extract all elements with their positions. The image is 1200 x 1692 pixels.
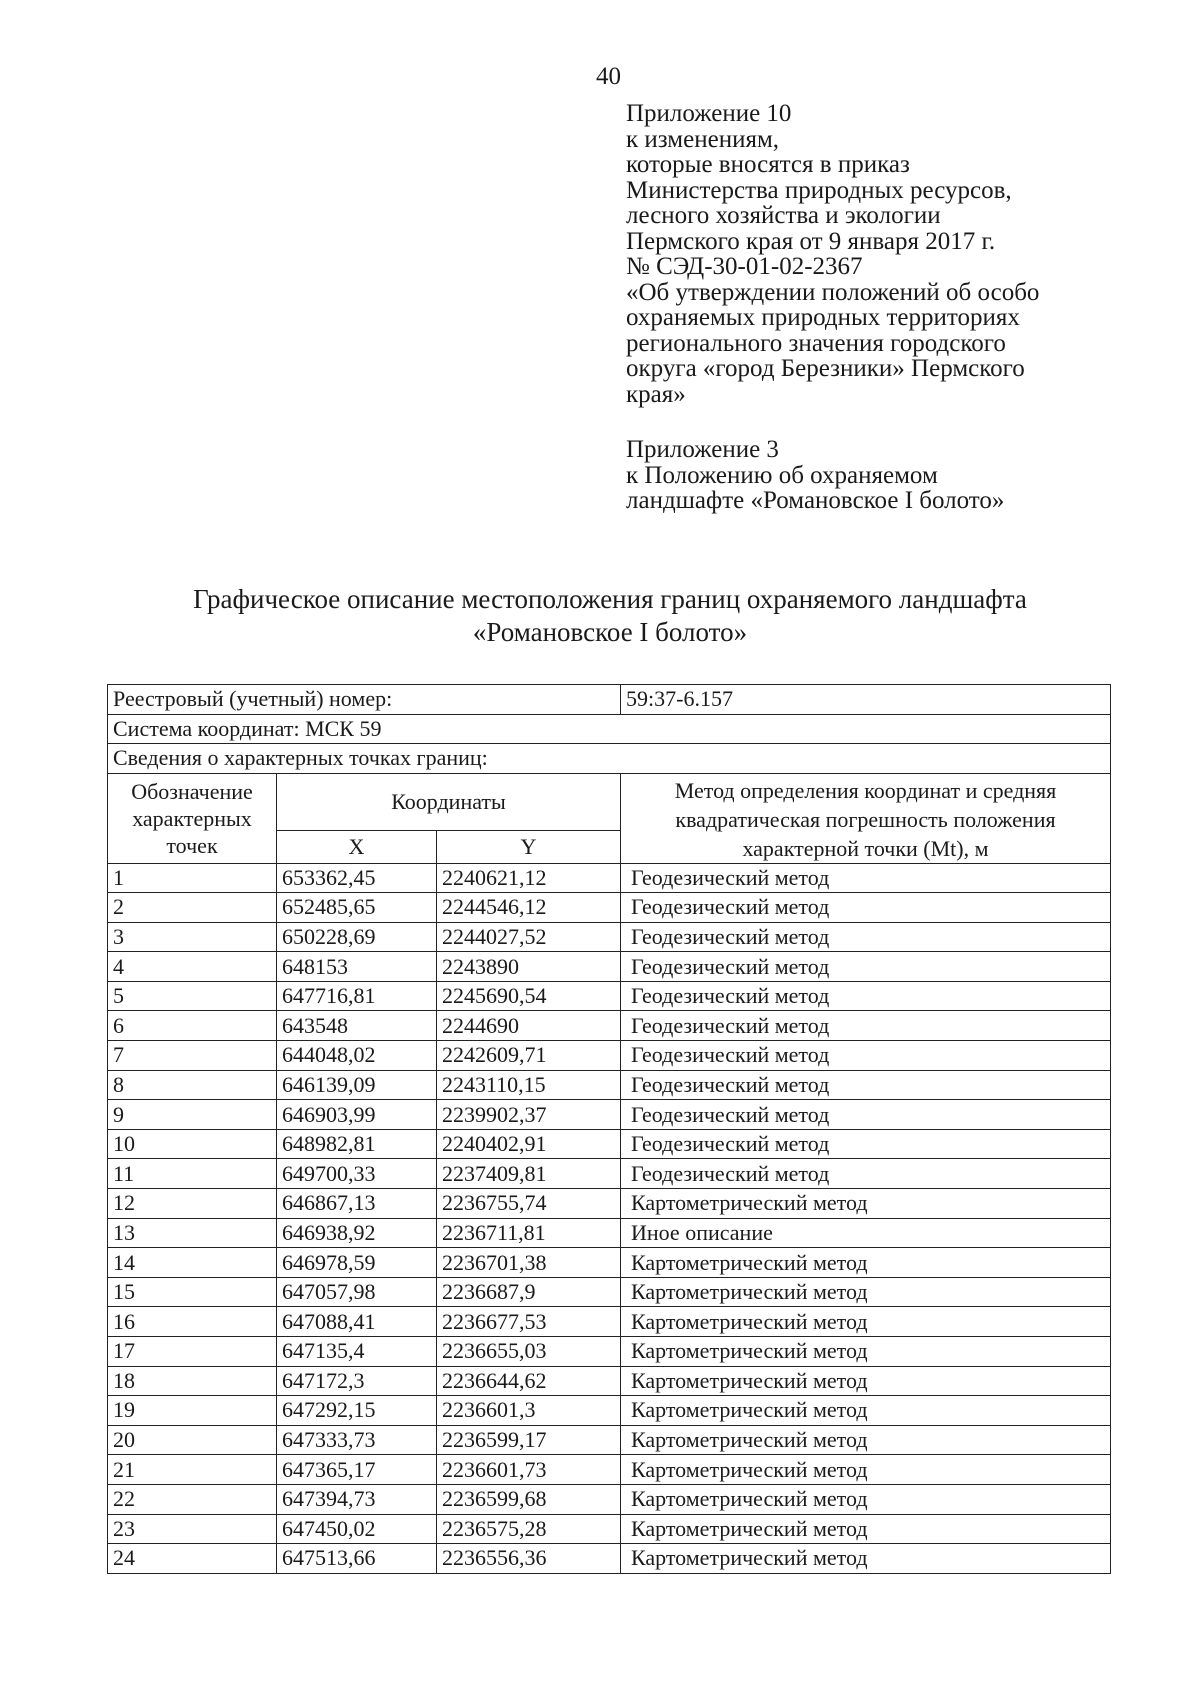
method-cell: Геодезический метод: [621, 863, 1111, 893]
table-row: [108, 1366, 1111, 1396]
header-x: X: [277, 831, 437, 863]
table-row: [108, 1514, 1111, 1544]
method-cell: Геодезический метод: [621, 1041, 1111, 1071]
point-number-cell: 11: [108, 1159, 277, 1189]
method-cell: Картометрический метод: [621, 1337, 1111, 1367]
header-method: Метод определения координат и средняя квадратическая погрешность положения характерной точки (Mt), м: [621, 773, 1111, 863]
y-coordinate-cell: 2240621,12: [437, 863, 621, 893]
appendix-10-line: № СЭД-30-01-02-2367: [626, 253, 863, 280]
table-row: [108, 1100, 1111, 1130]
header-row-1: [108, 773, 1111, 831]
table-row: [108, 1425, 1111, 1455]
point-number-cell: 2: [108, 893, 277, 923]
registry-value: 59:37-6.157: [621, 685, 1111, 715]
appendix-10-line: Пермского края от 9 января 2017 г.: [626, 227, 996, 255]
y-coordinate-cell: 2236677,53: [437, 1307, 621, 1337]
y-coordinate-cell: 2236711,81: [437, 1218, 621, 1248]
y-coordinate-cell: 2236575,28: [437, 1514, 621, 1544]
x-coordinate-cell: 646938,92: [277, 1218, 437, 1248]
point-number-cell: 19: [108, 1396, 277, 1426]
y-coordinate-cell: 2244027,52: [437, 922, 621, 952]
appendix-3-line: ландшафте «Романовское I болото»: [626, 487, 1005, 514]
y-coordinate-cell: 2239902,37: [437, 1100, 621, 1130]
method-cell: Геодезический метод: [621, 1159, 1111, 1189]
appendix-3-line: Приложение 3: [626, 436, 779, 463]
x-coordinate-cell: 647333,73: [277, 1425, 437, 1455]
y-coordinate-cell: 2236601,3: [437, 1396, 621, 1426]
appendix-10-line: «Об утверждении положений об особо: [626, 278, 1040, 306]
appendix-10-line: которые вносятся в приказ: [626, 151, 910, 178]
page-number: 40: [596, 63, 621, 90]
method-cell: Геодезический метод: [621, 1100, 1111, 1130]
point-number-cell: 22: [108, 1484, 277, 1514]
method-cell: Геодезический метод: [621, 893, 1111, 923]
appendix-3-header: [626, 437, 1004, 514]
x-coordinate-cell: 643548: [277, 1011, 437, 1041]
point-number-cell: 6: [108, 1011, 277, 1041]
y-coordinate-cell: 2244690: [437, 1011, 621, 1041]
table-row: [108, 1544, 1111, 1574]
point-number-cell: 14: [108, 1248, 277, 1278]
x-coordinate-cell: 647057,98: [277, 1277, 437, 1307]
point-number-cell: 4: [108, 952, 277, 982]
method-cell: Картометрический метод: [621, 1189, 1111, 1219]
point-number-cell: 12: [108, 1189, 277, 1219]
x-coordinate-cell: 647394,73: [277, 1484, 437, 1514]
method-cell: Геодезический метод: [621, 1011, 1111, 1041]
point-number-cell: 18: [108, 1366, 277, 1396]
header-y: Y: [437, 831, 621, 863]
x-coordinate-cell: 653362,45: [277, 863, 437, 893]
appendix-10-header: [626, 101, 1039, 407]
x-coordinate-cell: 647450,02: [277, 1514, 437, 1544]
x-coordinate-cell: 649700,33: [277, 1159, 437, 1189]
y-coordinate-cell: 2236599,17: [437, 1425, 621, 1455]
document-title: [110, 583, 1110, 649]
point-number-cell: 17: [108, 1337, 277, 1367]
point-number-cell: 16: [108, 1307, 277, 1337]
method-cell: Картометрический метод: [621, 1307, 1111, 1337]
point-number-cell: 10: [108, 1129, 277, 1159]
method-cell: Иное описание: [621, 1218, 1111, 1248]
method-cell: Картометрический метод: [621, 1366, 1111, 1396]
x-coordinate-cell: 647365,17: [277, 1455, 437, 1485]
x-coordinate-cell: 647513,66: [277, 1544, 437, 1574]
table-row: [108, 1455, 1111, 1485]
point-number-cell: 24: [108, 1544, 277, 1574]
appendix-10-line: края»: [626, 380, 686, 408]
method-cell: Геодезический метод: [621, 1070, 1111, 1100]
method-cell: Геодезический метод: [621, 981, 1111, 1011]
table-row: [108, 893, 1111, 923]
table-row: [108, 1277, 1111, 1307]
coord-system-row: [108, 714, 1111, 744]
table-row: [108, 1129, 1111, 1159]
x-coordinate-cell: 646867,13: [277, 1189, 437, 1219]
method-cell: Геодезический метод: [621, 922, 1111, 952]
point-number-cell: 1: [108, 863, 277, 893]
appendix-10-line: Министерства природных ресурсов,: [626, 176, 1012, 204]
x-coordinate-cell: 647292,15: [277, 1396, 437, 1426]
table-row: [108, 1070, 1111, 1100]
appendix-10-line: регионального значения городского: [626, 329, 1006, 357]
x-coordinate-cell: 648153: [277, 952, 437, 982]
x-coordinate-cell: 647172,3: [277, 1366, 437, 1396]
y-coordinate-cell: 2236687,9: [437, 1277, 621, 1307]
appendix-10-line: к изменениям,: [626, 125, 780, 153]
points-info-row: [108, 744, 1111, 774]
x-coordinate-cell: 644048,02: [277, 1041, 437, 1071]
appendix-3-line: к Положению об охраняемом: [626, 461, 938, 489]
table-row: [108, 863, 1111, 893]
x-coordinate-cell: 646978,59: [277, 1248, 437, 1278]
y-coordinate-cell: 2243890: [437, 952, 621, 982]
table-row: [108, 1248, 1111, 1278]
document-title-line-1: Графическое описание местоположения границ охраняемого ландшафта: [193, 584, 1027, 614]
table-row: [108, 1189, 1111, 1219]
point-number-cell: 7: [108, 1041, 277, 1071]
y-coordinate-cell: 2242609,71: [437, 1041, 621, 1071]
point-number-cell: 13: [108, 1218, 277, 1248]
y-coordinate-cell: 2243110,15: [437, 1070, 621, 1100]
point-number-cell: 20: [108, 1425, 277, 1455]
appendix-10-line: округа «город Березники» Пермского: [626, 355, 1025, 382]
y-coordinate-cell: 2240402,91: [437, 1129, 621, 1159]
point-number-cell: 15: [108, 1277, 277, 1307]
method-cell: Геодезический метод: [621, 1129, 1111, 1159]
y-coordinate-cell: 2236655,03: [437, 1337, 621, 1367]
table-row: [108, 1159, 1111, 1189]
method-cell: Картометрический метод: [621, 1484, 1111, 1514]
x-coordinate-cell: 646903,99: [277, 1100, 437, 1130]
x-coordinate-cell: 647716,81: [277, 981, 437, 1011]
x-coordinate-cell: 646139,09: [277, 1070, 437, 1100]
table-row: [108, 1396, 1111, 1426]
table-row: [108, 1218, 1111, 1248]
x-coordinate-cell: 647088,41: [277, 1307, 437, 1337]
y-coordinate-cell: 2236644,62: [437, 1366, 621, 1396]
y-coordinate-cell: 2236601,73: [437, 1455, 621, 1485]
table-row: [108, 952, 1111, 982]
registry-label: Реестровый (учетный) номер:: [108, 685, 621, 715]
point-number-cell: 21: [108, 1455, 277, 1485]
y-coordinate-cell: 2236556,36: [437, 1544, 621, 1574]
table-row: [108, 1307, 1111, 1337]
table-row: [108, 922, 1111, 952]
table-row: [108, 1337, 1111, 1367]
document-title-line-2: «Романовское I болото»: [472, 617, 748, 647]
boundary-points-table: [107, 684, 1111, 1574]
method-cell: Картометрический метод: [621, 1544, 1111, 1574]
y-coordinate-cell: 2236599,68: [437, 1484, 621, 1514]
method-cell: Картометрический метод: [621, 1277, 1111, 1307]
point-number-cell: 5: [108, 981, 277, 1011]
table-row: [108, 981, 1111, 1011]
appendix-10-line: охраняемых природных территориях: [626, 304, 1020, 331]
header-point: Обозначение характерных точек: [108, 773, 277, 863]
points-info: Сведения о характерных точках границ:: [108, 744, 1111, 774]
y-coordinate-cell: 2245690,54: [437, 981, 621, 1011]
method-cell: Картометрический метод: [621, 1396, 1111, 1426]
y-coordinate-cell: 2244546,12: [437, 893, 621, 923]
y-coordinate-cell: 2237409,81: [437, 1159, 621, 1189]
table-row: [108, 1041, 1111, 1071]
appendix-10-line: лесного хозяйства и экологии: [626, 202, 941, 229]
x-coordinate-cell: 650228,69: [277, 922, 437, 952]
point-number-cell: 23: [108, 1514, 277, 1544]
point-number-cell: 8: [108, 1070, 277, 1100]
point-number-cell: 3: [108, 922, 277, 952]
method-cell: Картометрический метод: [621, 1514, 1111, 1544]
y-coordinate-cell: 2236701,38: [437, 1248, 621, 1278]
coord-system: Система координат: МСК 59: [108, 714, 1111, 744]
method-cell: Картометрический метод: [621, 1248, 1111, 1278]
table-row: [108, 1484, 1111, 1514]
x-coordinate-cell: 647135,4: [277, 1337, 437, 1367]
registry-row: [108, 685, 1111, 715]
x-coordinate-cell: 652485,65: [277, 893, 437, 923]
x-coordinate-cell: 648982,81: [277, 1129, 437, 1159]
method-cell: Геодезический метод: [621, 952, 1111, 982]
y-coordinate-cell: 2236755,74: [437, 1189, 621, 1219]
header-coords: Координаты: [277, 773, 621, 831]
method-cell: Картометрический метод: [621, 1425, 1111, 1455]
point-number-cell: 9: [108, 1100, 277, 1130]
table-row: [108, 1011, 1111, 1041]
method-cell: Картометрический метод: [621, 1455, 1111, 1485]
appendix-10-line: Приложение 10: [626, 100, 792, 127]
